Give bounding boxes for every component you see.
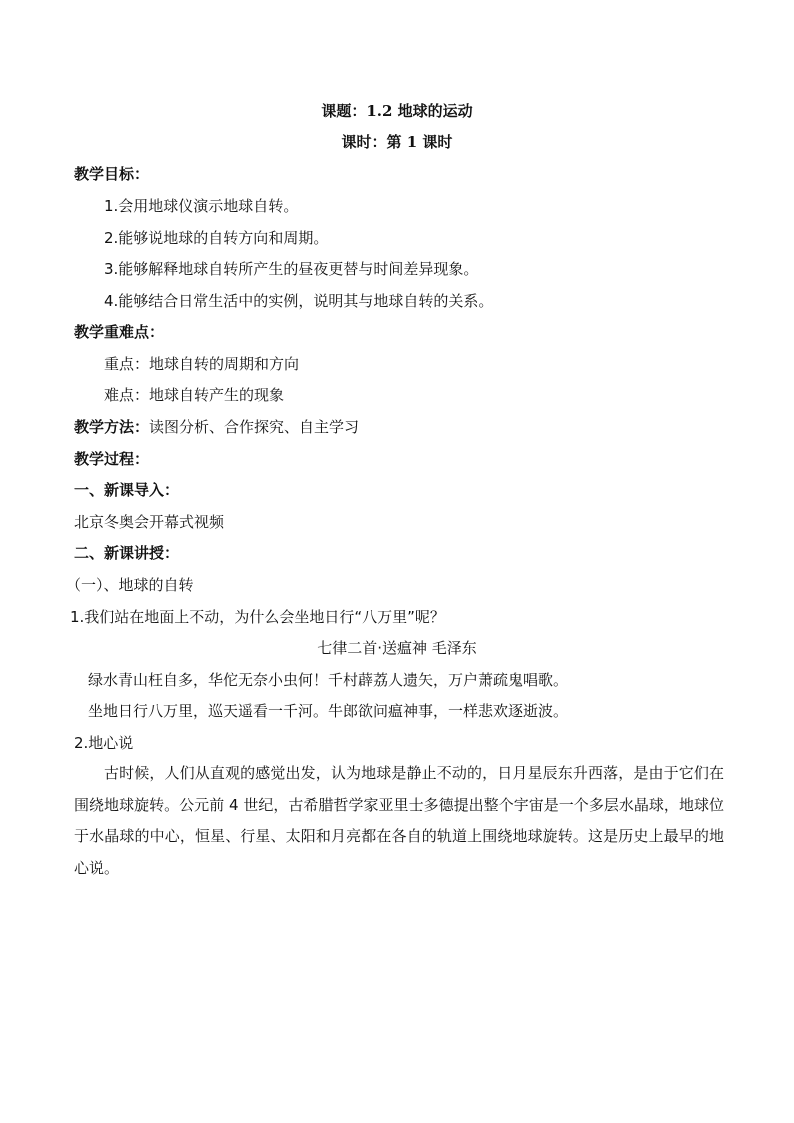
methods-text: 读图分析、合作探究、自主学习 xyxy=(149,418,360,436)
objective-item: 1.会用地球仪演示地球自转。 xyxy=(104,197,299,215)
section1-heading: 一、新课导入： xyxy=(74,481,180,499)
question-text: 1.我们站在地面上不动，为什么会坐地日行“八万里”呢？ xyxy=(70,608,445,626)
poem-title: 七律二首·送瘟神 毛泽东 xyxy=(317,639,477,657)
lesson-title: 课题：1.2 地球的运动 xyxy=(321,102,473,120)
key-point-difficulty: 难点：地球自转产生的现象 xyxy=(104,386,285,404)
section2-heading: 二、新课讲授： xyxy=(74,544,180,562)
methods-label: 教学方法： xyxy=(74,418,150,436)
poem-line: 绿水青山枉自多，华佗无奈小虫何！千村薜荔人遗矢，万户萧疏鬼唱歌。 xyxy=(88,671,569,689)
objective-item: 4.能够结合日常生活中的实例，说明其与地球自转的关系。 xyxy=(104,292,494,310)
process-heading: 教学过程： xyxy=(74,450,150,468)
key-points-heading: 教学重难点： xyxy=(74,323,165,341)
methods-line xyxy=(74,417,724,437)
objectives-heading: 教学目标： xyxy=(74,165,150,183)
key-point-focus: 重点：地球自转的周期和方向 xyxy=(104,355,300,373)
subsection-heading: （一）、地球的自转 xyxy=(66,576,194,594)
poem-line: 坐地日行八万里，巡天遥看一千河。牛郎欲问瘟神事，一样悲欢逐逝波。 xyxy=(88,702,569,720)
section1-text: 北京冬奥会开幕式视频 xyxy=(74,513,225,531)
objective-item: 3.能够解释地球自转所产生的昼夜更替与时间差异现象。 xyxy=(104,260,479,278)
geocentric-paragraph: 古时候，人们从直观的感觉出发，认为地球是静止不动的，日月星辰东升西落，是由于它们在围绕地球旋转。公元前 4 世纪，古希腊哲学家亚里士多德提出整个宇宙是一个多层水晶球，地球位于水晶球的中心，恒星、行星、太阳和月亮都在各自的轨道上围绕地球旋转。这是历史上最早的地心说。 xyxy=(74,764,724,877)
objective-item: 2.能够说地球的自转方向和周期。 xyxy=(104,229,329,247)
geocentric-heading: 2.地心说 xyxy=(74,734,134,752)
lesson-period: 课时：第 1 课时 xyxy=(341,133,453,151)
